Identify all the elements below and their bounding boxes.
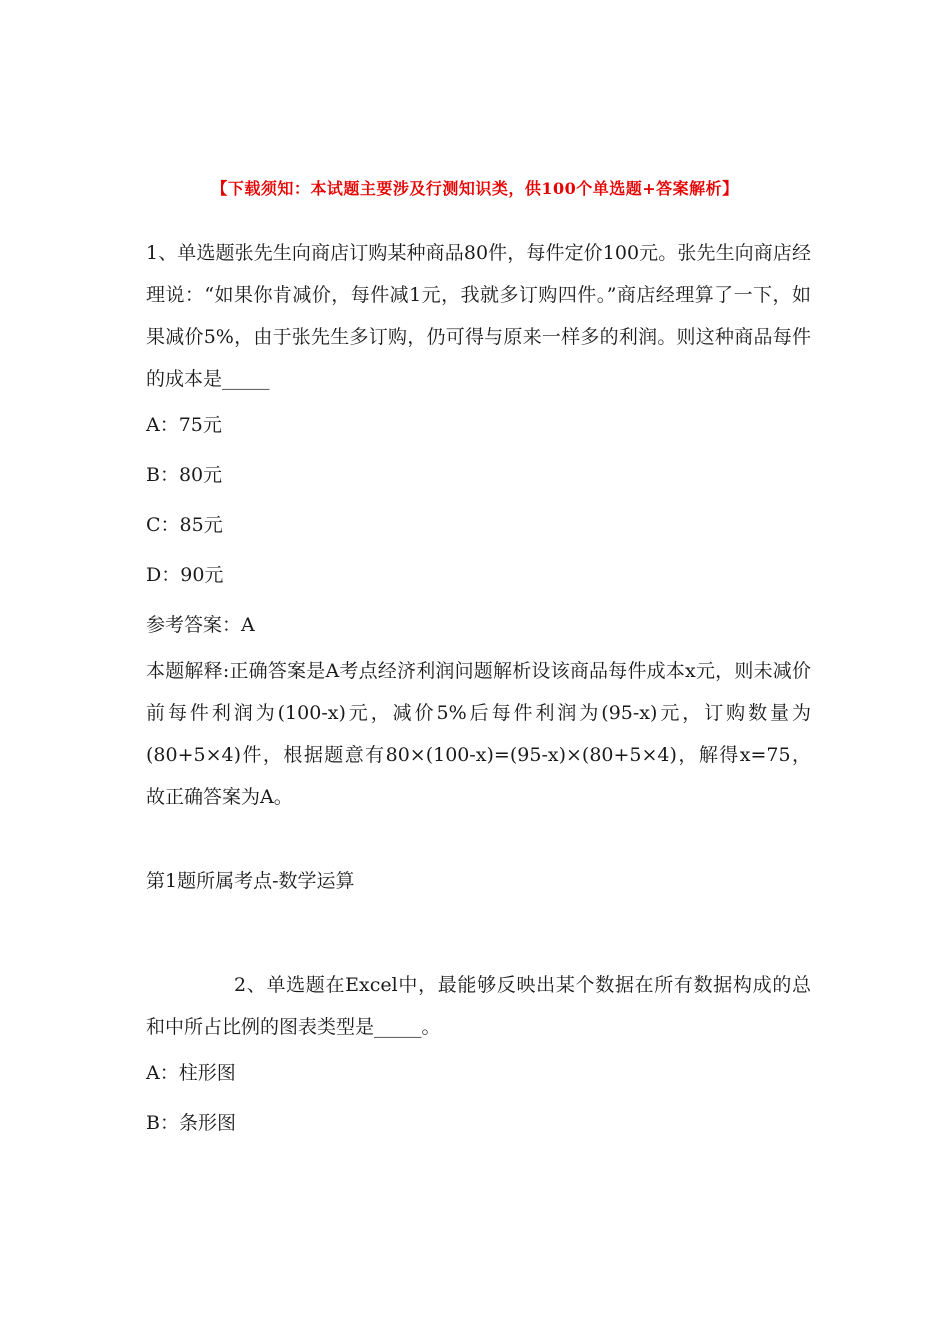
question-2-stem: 2、单选题在Excel中，最能够反映出某个数据在所有数据构成的总和中所占比例的图表类型是_____。 (146, 974, 811, 1038)
question-1-explanation: 本题解释:正确答案是A考点经济利润问题解析设该商品每件成本x元，则未减价前每件利润为(100-x)元，减价5%后每件利润为(95-x)元，订购数量为(80+5×4)件，根据题意有80×(100-x)=(95-x)×(80+5×4)，解得x=75，故正确答案为A。 (146, 660, 811, 808)
question-1-option-a: A：75元 (146, 414, 222, 436)
question-1-option-c: C：85元 (146, 514, 223, 536)
question-1-topic: 第1题所属考点-数学运算 (146, 870, 355, 892)
question-1-answer: 参考答案：A (146, 614, 255, 636)
question-list (146, 232, 811, 1148)
question-1-option-b: B：80元 (146, 464, 223, 486)
question-2-option-b: B：条形图 (146, 1112, 236, 1134)
download-notice: 【下载须知：本试题主要涉及行测知识类，供100个单选题+答案解析】 (211, 179, 739, 198)
question-2-option-a: A：柱形图 (146, 1062, 236, 1084)
question-1-stem: 1、单选题张先生向商店订购某种商品80件，每件定价100元。张先生向商店经理说：“如果你肯减价，每件减1元，我就多订购四件。”商店经理算了一下，如果减价5%，由于张先生多订购，仍可得与原来一样多的利润。则这种商品每件的成本是_____ (146, 242, 811, 390)
question-1-option-d: D：90元 (146, 564, 224, 586)
